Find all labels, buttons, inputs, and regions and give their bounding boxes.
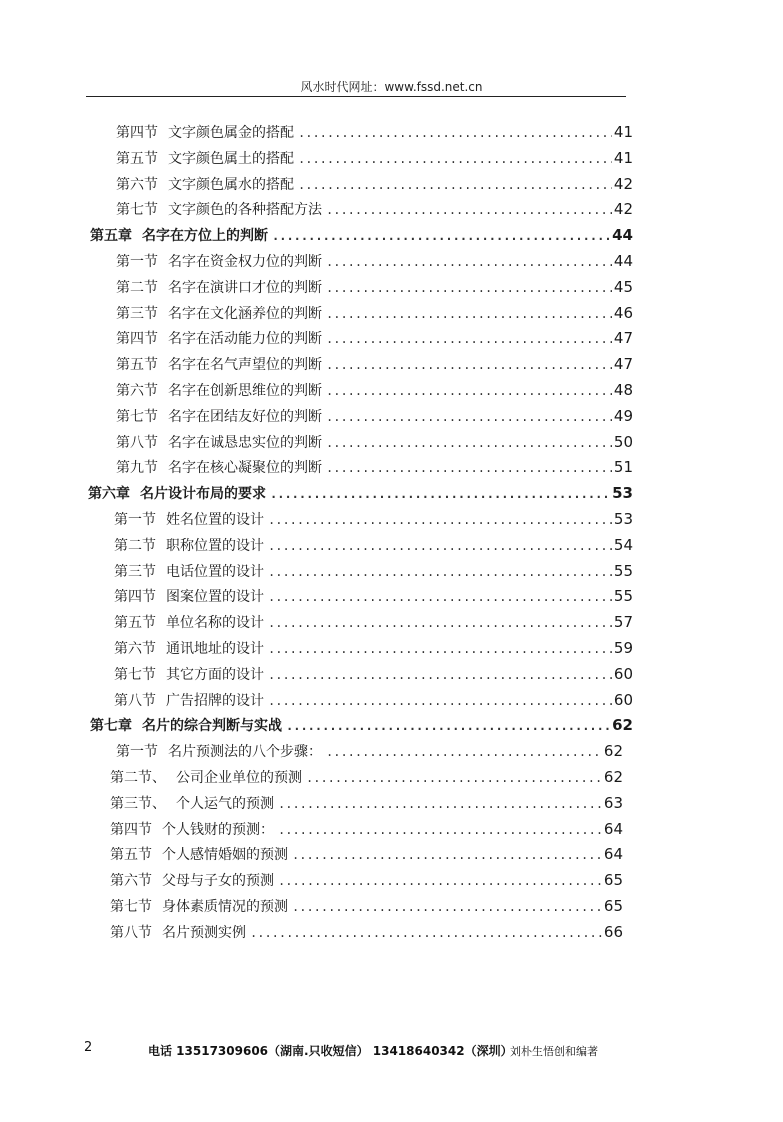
- header-rule: [86, 96, 626, 97]
- toc-leader-dots: [292, 845, 602, 865]
- toc-leader-dots: [326, 304, 612, 324]
- toc-entry-page: 55: [613, 561, 633, 580]
- toc-entry-number: 第四节: [110, 821, 152, 838]
- toc-entry-title: 姓名位置的设计: [166, 512, 264, 528]
- toc-entry-number: 第二节、: [110, 770, 166, 786]
- toc-entry-number: 第三节: [114, 563, 156, 580]
- toc-leader-dots: [268, 691, 612, 711]
- toc-entry-page: 64: [603, 845, 623, 864]
- toc-leader-dots: [326, 381, 612, 401]
- toc-entry-number: 第九节: [116, 460, 158, 477]
- toc-entry-page: 51: [613, 458, 633, 477]
- toc-entry-page: 65: [603, 871, 623, 890]
- toc-leader-dots: [278, 871, 602, 891]
- toc-entry-number: 第一节: [114, 512, 156, 528]
- toc-entry-page: 41: [613, 148, 633, 167]
- toc-chapter-entry: [88, 483, 633, 504]
- toc-leader-dots: [278, 820, 602, 840]
- toc-section-entry: [110, 896, 623, 917]
- toc-section-entry: [110, 844, 623, 865]
- toc-leader-dots: [298, 123, 612, 143]
- toc-entry-number: 第五节: [116, 357, 158, 374]
- toc-section-entry: [116, 148, 633, 169]
- toc-entry-page: 62: [603, 768, 623, 786]
- toc-entry-page: 57: [613, 613, 633, 632]
- toc-entry-number: 第六节: [116, 176, 158, 193]
- toc-entry-page: 45: [613, 277, 633, 296]
- toc-section-entry: [116, 380, 633, 401]
- toc-entry-title: 名片预测法的八个步骤：: [168, 744, 322, 761]
- toc-leader-dots: [268, 536, 612, 556]
- toc-entry-page: 48: [613, 381, 633, 399]
- toc-entry-number: 第六章: [88, 486, 130, 503]
- toc-entry-page: 62: [612, 716, 633, 735]
- toc-section-entry: [116, 457, 633, 478]
- toc-entry-page: 42: [613, 200, 633, 219]
- toc-entry-page: 47: [613, 355, 633, 374]
- toc-leader-dots: [268, 562, 612, 582]
- toc-section-entry: [116, 328, 633, 349]
- toc-entry-number: 第八节: [116, 434, 158, 451]
- toc-leader-dots: [298, 149, 612, 169]
- toc-leader-dots: [326, 200, 612, 220]
- toc-entry-title: 文字颜色属金的搭配: [168, 125, 294, 141]
- toc-section-entry: [116, 741, 623, 762]
- toc-leader-dots: [306, 768, 602, 788]
- toc-entry-number: 第五节: [110, 847, 152, 864]
- toc-entry-title: 职称位置的设计: [166, 537, 264, 554]
- toc-leader-dots: [326, 458, 612, 478]
- toc-entry-title: 个人钱财的预测：: [162, 821, 274, 838]
- toc-entry-title: 名字在名气声望位的判断: [168, 357, 322, 374]
- toc-section-entry: [114, 664, 633, 685]
- toc-leader-dots: [250, 923, 602, 943]
- toc-section-entry: [114, 561, 633, 582]
- toc-section-entry: [116, 122, 633, 143]
- toc-entry-title: 电话位置的设计: [166, 563, 264, 580]
- toc-entry-title: 名片设计布局的要求: [140, 486, 266, 503]
- toc-entry-title: 广告招牌的设计: [166, 692, 264, 709]
- toc-entry-title: 名字在活动能力位的判断: [168, 331, 322, 348]
- toc-entry-number: 第四节: [116, 125, 158, 141]
- toc-entry-number: 第二节: [116, 279, 158, 296]
- toc-entry-number: 第八节: [114, 692, 156, 709]
- toc-entry-number: 第七节: [114, 666, 156, 683]
- toc-section-entry: [116, 277, 633, 298]
- toc-entry-page: 63: [603, 793, 623, 812]
- page-header: 风水时代网址：www.fssd.net.cn: [300, 80, 483, 94]
- toc-entry-number: 第四节: [116, 331, 158, 348]
- toc-leader-dots: [326, 407, 612, 427]
- toc-entry-page: 65: [603, 897, 623, 915]
- toc-entry-page: 60: [613, 690, 633, 709]
- toc-entry-page: 42: [613, 174, 633, 193]
- toc-leader-dots: [268, 665, 612, 685]
- toc-entry-page: 53: [613, 510, 633, 528]
- toc-leader-dots: [326, 252, 612, 272]
- toc-entry-title: 公司企业单位的预测: [176, 770, 302, 786]
- toc-entry-page: 44: [612, 226, 633, 245]
- toc-entry-title: 文字颜色的各种搭配方法: [168, 202, 322, 219]
- toc-entry-number: 第六节: [110, 873, 152, 890]
- toc-entry-number: 第三节: [116, 305, 158, 322]
- toc-entry-title: 文字颜色属水的搭配: [168, 176, 294, 193]
- toc-section-entry: [110, 767, 623, 788]
- toc-entry-number: 第六节: [116, 383, 158, 399]
- toc-section-entry: [114, 535, 633, 556]
- toc-section-entry: [114, 509, 633, 530]
- toc-leader-dots: [326, 278, 612, 298]
- toc-section-entry: [116, 303, 633, 324]
- toc-entry-title: 身体素质情况的预测: [162, 899, 288, 915]
- toc-entry-number: 第七节: [116, 408, 158, 425]
- toc-entry-number: 第五节: [114, 615, 156, 632]
- toc-entry-page: 53: [612, 484, 633, 503]
- contact-info: 电话 13517309606（湖南.只收短信） 13418640342（深圳）: [148, 1044, 513, 1058]
- toc-section-entry: [116, 251, 633, 272]
- toc-section-entry: [116, 199, 633, 220]
- toc-section-entry: [114, 586, 633, 607]
- toc-entry-number: 第一节: [116, 744, 158, 761]
- toc-entry-title: 名片预测实例: [162, 924, 246, 941]
- toc-entry-page: 46: [613, 303, 633, 322]
- toc-entry-page: 41: [613, 123, 633, 141]
- toc-leader-dots: [278, 794, 602, 814]
- toc-chapter-entry: [90, 715, 633, 736]
- toc-entry-title: 个人感情婚姻的预测: [162, 847, 288, 864]
- toc-entry-title: 名片的综合判断与实战: [142, 718, 282, 735]
- toc-leader-dots: [268, 587, 612, 607]
- toc-leader-dots: [272, 226, 610, 246]
- toc-entry-title: 单位名称的设计: [166, 615, 264, 632]
- toc-leader-dots: [292, 897, 602, 917]
- toc-entry-number: 第七章: [90, 718, 132, 735]
- toc-entry-page: 59: [613, 639, 633, 657]
- toc-section-entry: [110, 793, 623, 814]
- toc-section-entry: [116, 174, 633, 195]
- toc-entry-title: 名字在演讲口才位的判断: [168, 279, 322, 296]
- toc-entry-title: 其它方面的设计: [166, 666, 264, 683]
- toc-leader-dots: [298, 175, 612, 195]
- toc-entry-number: 第四节: [114, 589, 156, 606]
- toc-entry-number: 第五节: [116, 150, 158, 167]
- toc-section-entry: [114, 638, 633, 659]
- toc-entry-page: 47: [613, 329, 633, 348]
- toc-entry-page: 66: [603, 922, 623, 941]
- toc-entry-title: 图案位置的设计: [166, 589, 264, 606]
- toc-entry-page: 60: [613, 664, 633, 683]
- toc-section-entry: [114, 690, 633, 711]
- toc-leader-dots: [326, 329, 612, 349]
- toc-section-entry: [116, 432, 633, 453]
- toc-entry-page: 54: [613, 535, 633, 554]
- toc-section-entry: [114, 612, 633, 633]
- toc-entry-page: 44: [613, 252, 633, 270]
- toc-entry-page: 64: [603, 819, 623, 838]
- toc-section-entry: [116, 406, 633, 427]
- toc-entry-page: 50: [613, 432, 633, 451]
- toc-entry-title: 名字在文化涵养位的判断: [168, 305, 322, 322]
- toc-leader-dots: [268, 613, 612, 633]
- toc-entry-number: 第六节: [114, 641, 156, 657]
- toc-leader-dots: [326, 355, 612, 375]
- toc-entry-title: 文字颜色属土的搭配: [168, 150, 294, 167]
- toc-leader-dots: [268, 639, 612, 659]
- toc-entry-number: 第三节、: [110, 795, 166, 812]
- toc-entry-title: 名字在创新思维位的判断: [168, 383, 322, 399]
- toc-entry-title: 个人运气的预测: [176, 795, 274, 812]
- toc-section-entry: [116, 354, 633, 375]
- toc-entry-title: 名字在资金权力位的判断: [168, 254, 322, 270]
- toc-entry-number: 第七节: [110, 899, 152, 915]
- toc-entry-number: 第五章: [90, 228, 132, 245]
- toc-leader-dots: [326, 433, 612, 453]
- toc-entry-number: 第七节: [116, 202, 158, 219]
- toc-entry-title: 名字在诚恳忠实位的判断: [168, 434, 322, 451]
- toc-entry-title: 通讯地址的设计: [166, 641, 264, 657]
- toc-entry-title: 名字在方位上的判断: [142, 228, 268, 245]
- toc-entry-title: 父母与子女的预测: [162, 873, 274, 890]
- toc-entry-page: 62: [603, 742, 623, 761]
- toc-entry-page: 49: [613, 406, 633, 425]
- toc-entry-number: 第二节: [114, 537, 156, 554]
- author-credit: 刘朴生悟创和编著: [510, 1045, 598, 1058]
- toc-section-entry: [110, 922, 623, 943]
- toc-entry-title: 名字在核心凝聚位的判断: [168, 460, 322, 477]
- toc-leader-dots: [270, 484, 610, 504]
- toc-entry-page: 55: [613, 587, 633, 606]
- toc-leader-dots: [268, 510, 612, 530]
- toc-section-entry: [110, 870, 623, 891]
- toc-chapter-entry: [90, 225, 633, 246]
- toc-entry-number: 第八节: [110, 924, 152, 941]
- page-number: 2: [84, 1040, 93, 1055]
- toc-entry-title: 名字在团结友好位的判断: [168, 408, 322, 425]
- toc-section-entry: [110, 819, 623, 840]
- toc-leader-dots: [326, 742, 602, 762]
- toc-leader-dots: [286, 716, 610, 736]
- toc-entry-number: 第一节: [116, 254, 158, 270]
